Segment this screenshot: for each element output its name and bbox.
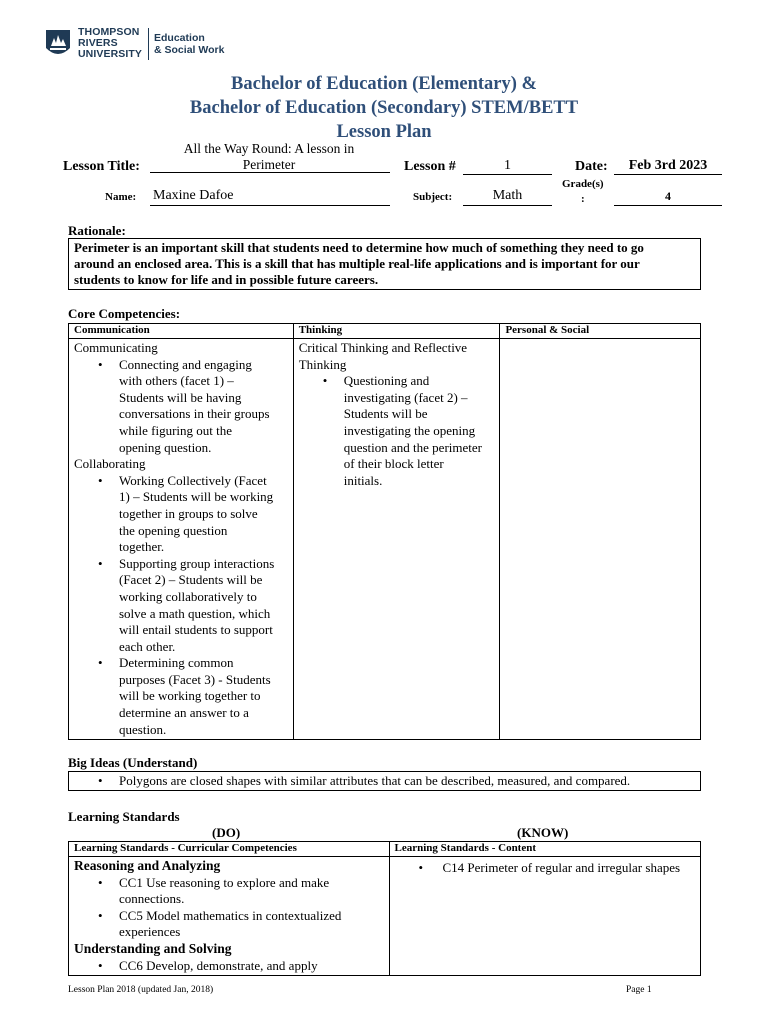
learning-standards-table <box>68 841 701 976</box>
name-underline <box>150 205 390 206</box>
line: 1) – Students will be working <box>119 489 274 505</box>
line: • Connecting and engaging <box>119 356 252 372</box>
rationale-line: Perimeter is an important skill that students need to determine how much of something they need to go <box>74 240 644 255</box>
lesson-title-line: All the Way Round: A lesson in <box>183 141 355 156</box>
line: determine an answer to a <box>119 705 249 721</box>
core-competencies-table <box>68 323 701 740</box>
header-content: Learning Standards - Content <box>389 842 700 857</box>
rationale-box <box>68 238 701 290</box>
line: question and the perimeter <box>343 439 482 455</box>
trees-logo-icon <box>44 28 72 60</box>
line: • Questioning and <box>343 373 430 389</box>
table-header-row <box>69 324 701 339</box>
line: opening question. <box>119 439 212 455</box>
table-header-row <box>69 842 701 857</box>
table-row <box>69 857 701 976</box>
line: • CC5 Model mathematics in contextualized <box>119 907 342 923</box>
logo-divider <box>148 28 149 60</box>
line: Students will be <box>343 406 428 422</box>
line: investigating (facet 2) – <box>343 389 468 405</box>
rationale-text <box>69 239 700 289</box>
faculty-line: Education <box>154 31 205 44</box>
line: • CC6 Develop, demonstrate, and apply <box>119 957 318 973</box>
rationale-line: students to know for life and in possible future careers. <box>74 272 379 287</box>
faculty-line: & Social Work <box>154 43 225 56</box>
header-personal-social: Personal & Social <box>500 324 701 339</box>
communication-cell <box>69 339 294 740</box>
know-label: (KNOW) <box>517 825 569 840</box>
thinking-heading: Thinking <box>298 356 347 372</box>
rationale-line: around an enclosed area. This is a skill that has multiple real-life applications and is important for our <box>74 256 640 271</box>
grade-label <box>562 177 604 207</box>
line: Students will be having <box>119 389 242 405</box>
line: • Supporting group interactions <box>119 555 275 571</box>
personal-social-cell <box>500 339 701 740</box>
document-title <box>0 72 768 144</box>
line: solve a math question, which <box>119 605 271 621</box>
name-value: Maxine Dafoe <box>153 188 234 203</box>
lesson-title-line: Perimeter <box>242 157 296 172</box>
line: investigating the opening <box>343 422 476 438</box>
list-item <box>299 373 495 489</box>
lesson-title-label: Lesson Title: <box>63 159 140 174</box>
university-line: UNIVERSITY <box>78 48 143 60</box>
line: • Working Collectively (Facet <box>119 472 267 488</box>
list-item <box>74 556 288 656</box>
lesson-number-underline <box>463 174 552 175</box>
line: experiences <box>119 924 181 940</box>
header-communication: Communication <box>69 324 294 339</box>
line: connections. <box>119 891 185 907</box>
understanding-heading: Understanding and Solving <box>74 940 232 956</box>
table-row <box>69 339 701 740</box>
list-item <box>74 473 288 556</box>
line: each other. <box>119 638 176 654</box>
date-value: Feb 3rd 2023 <box>628 158 708 173</box>
grade-label-line: : <box>580 193 585 205</box>
grade-label-line: Grade(s) <box>562 178 604 190</box>
list-item: • Polygons are closed shapes with similar attributes that can be described, measured, and compared. <box>74 773 695 790</box>
line: with others (facet 1) – <box>119 373 234 389</box>
thinking-heading: Critical Thinking and Reflective <box>298 340 468 355</box>
communicating-heading: Communicating <box>74 340 158 355</box>
line: • CC1 Use reasoning to explore and make <box>119 874 330 890</box>
line: while figuring out the <box>119 422 233 438</box>
list-item: • C14 Perimeter of regular and irregular shapes <box>395 860 695 877</box>
title-line: Bachelor of Education (Secondary) STEM/BETT <box>189 98 579 118</box>
subject-value: Math <box>492 188 523 203</box>
lesson-number-value: 1 <box>504 158 511 173</box>
university-name <box>78 27 142 60</box>
grade-underline <box>614 205 722 206</box>
reasoning-heading: Reasoning and Analyzing <box>74 858 221 873</box>
faculty-name <box>154 32 224 56</box>
line: together. <box>119 539 165 555</box>
line: working collaboratively to <box>119 588 257 604</box>
big-ideas-box <box>68 771 701 791</box>
line: the opening question <box>119 522 228 538</box>
do-label: (DO) <box>212 825 241 840</box>
line: (Facet 2) – Students will be <box>119 572 263 588</box>
title-line: Bachelor of Education (Elementary) & <box>231 74 537 94</box>
lesson-title-value <box>150 141 388 173</box>
content-cell <box>389 857 700 976</box>
line: together in groups to solve <box>119 505 258 521</box>
list-item <box>74 357 288 457</box>
date-underline <box>614 174 722 175</box>
line: of their block letter <box>343 456 444 472</box>
university-line: RIVERS <box>78 37 118 49</box>
name-label: Name: <box>105 191 137 203</box>
title-line: Lesson Plan <box>336 122 432 142</box>
collaborating-heading: Collaborating <box>74 456 146 472</box>
date-label: Date: <box>575 159 608 174</box>
grade-value: 4 <box>665 189 671 203</box>
line: • Determining common <box>119 655 234 671</box>
university-line: THOMPSON <box>78 26 140 38</box>
line: will entail students to support <box>119 622 273 638</box>
list-item <box>74 875 384 908</box>
lesson-title-underline <box>150 172 390 173</box>
footer-left: Lesson Plan 2018 (updated Jan, 2018) <box>68 985 214 995</box>
thinking-cell <box>293 339 500 740</box>
university-logo <box>44 27 224 60</box>
curricular-competencies-cell <box>69 857 390 976</box>
list-item <box>74 958 384 975</box>
rationale-title: Rationale: <box>68 223 126 238</box>
page-number: Page 1 <box>626 985 652 995</box>
line: initials. <box>343 472 383 488</box>
line: purposes (Facet 3) - Students <box>119 671 271 687</box>
header-thinking: Thinking <box>293 324 500 339</box>
learning-standards-title: Learning Standards <box>68 809 180 824</box>
core-competencies-title: Core Competencies: <box>68 306 181 321</box>
header-curricular-competencies: Learning Standards - Curricular Competencies <box>69 842 390 857</box>
list-item <box>74 655 288 738</box>
subject-underline <box>463 205 552 206</box>
line: conversations in their groups <box>119 406 270 422</box>
line: will be working together to <box>119 688 261 704</box>
list-item <box>74 908 384 941</box>
subject-label: Subject: <box>413 191 453 203</box>
big-ideas-title: Big Ideas (Understand) <box>68 755 198 770</box>
line: question. <box>119 721 167 737</box>
lesson-number-label: Lesson # <box>404 159 456 174</box>
